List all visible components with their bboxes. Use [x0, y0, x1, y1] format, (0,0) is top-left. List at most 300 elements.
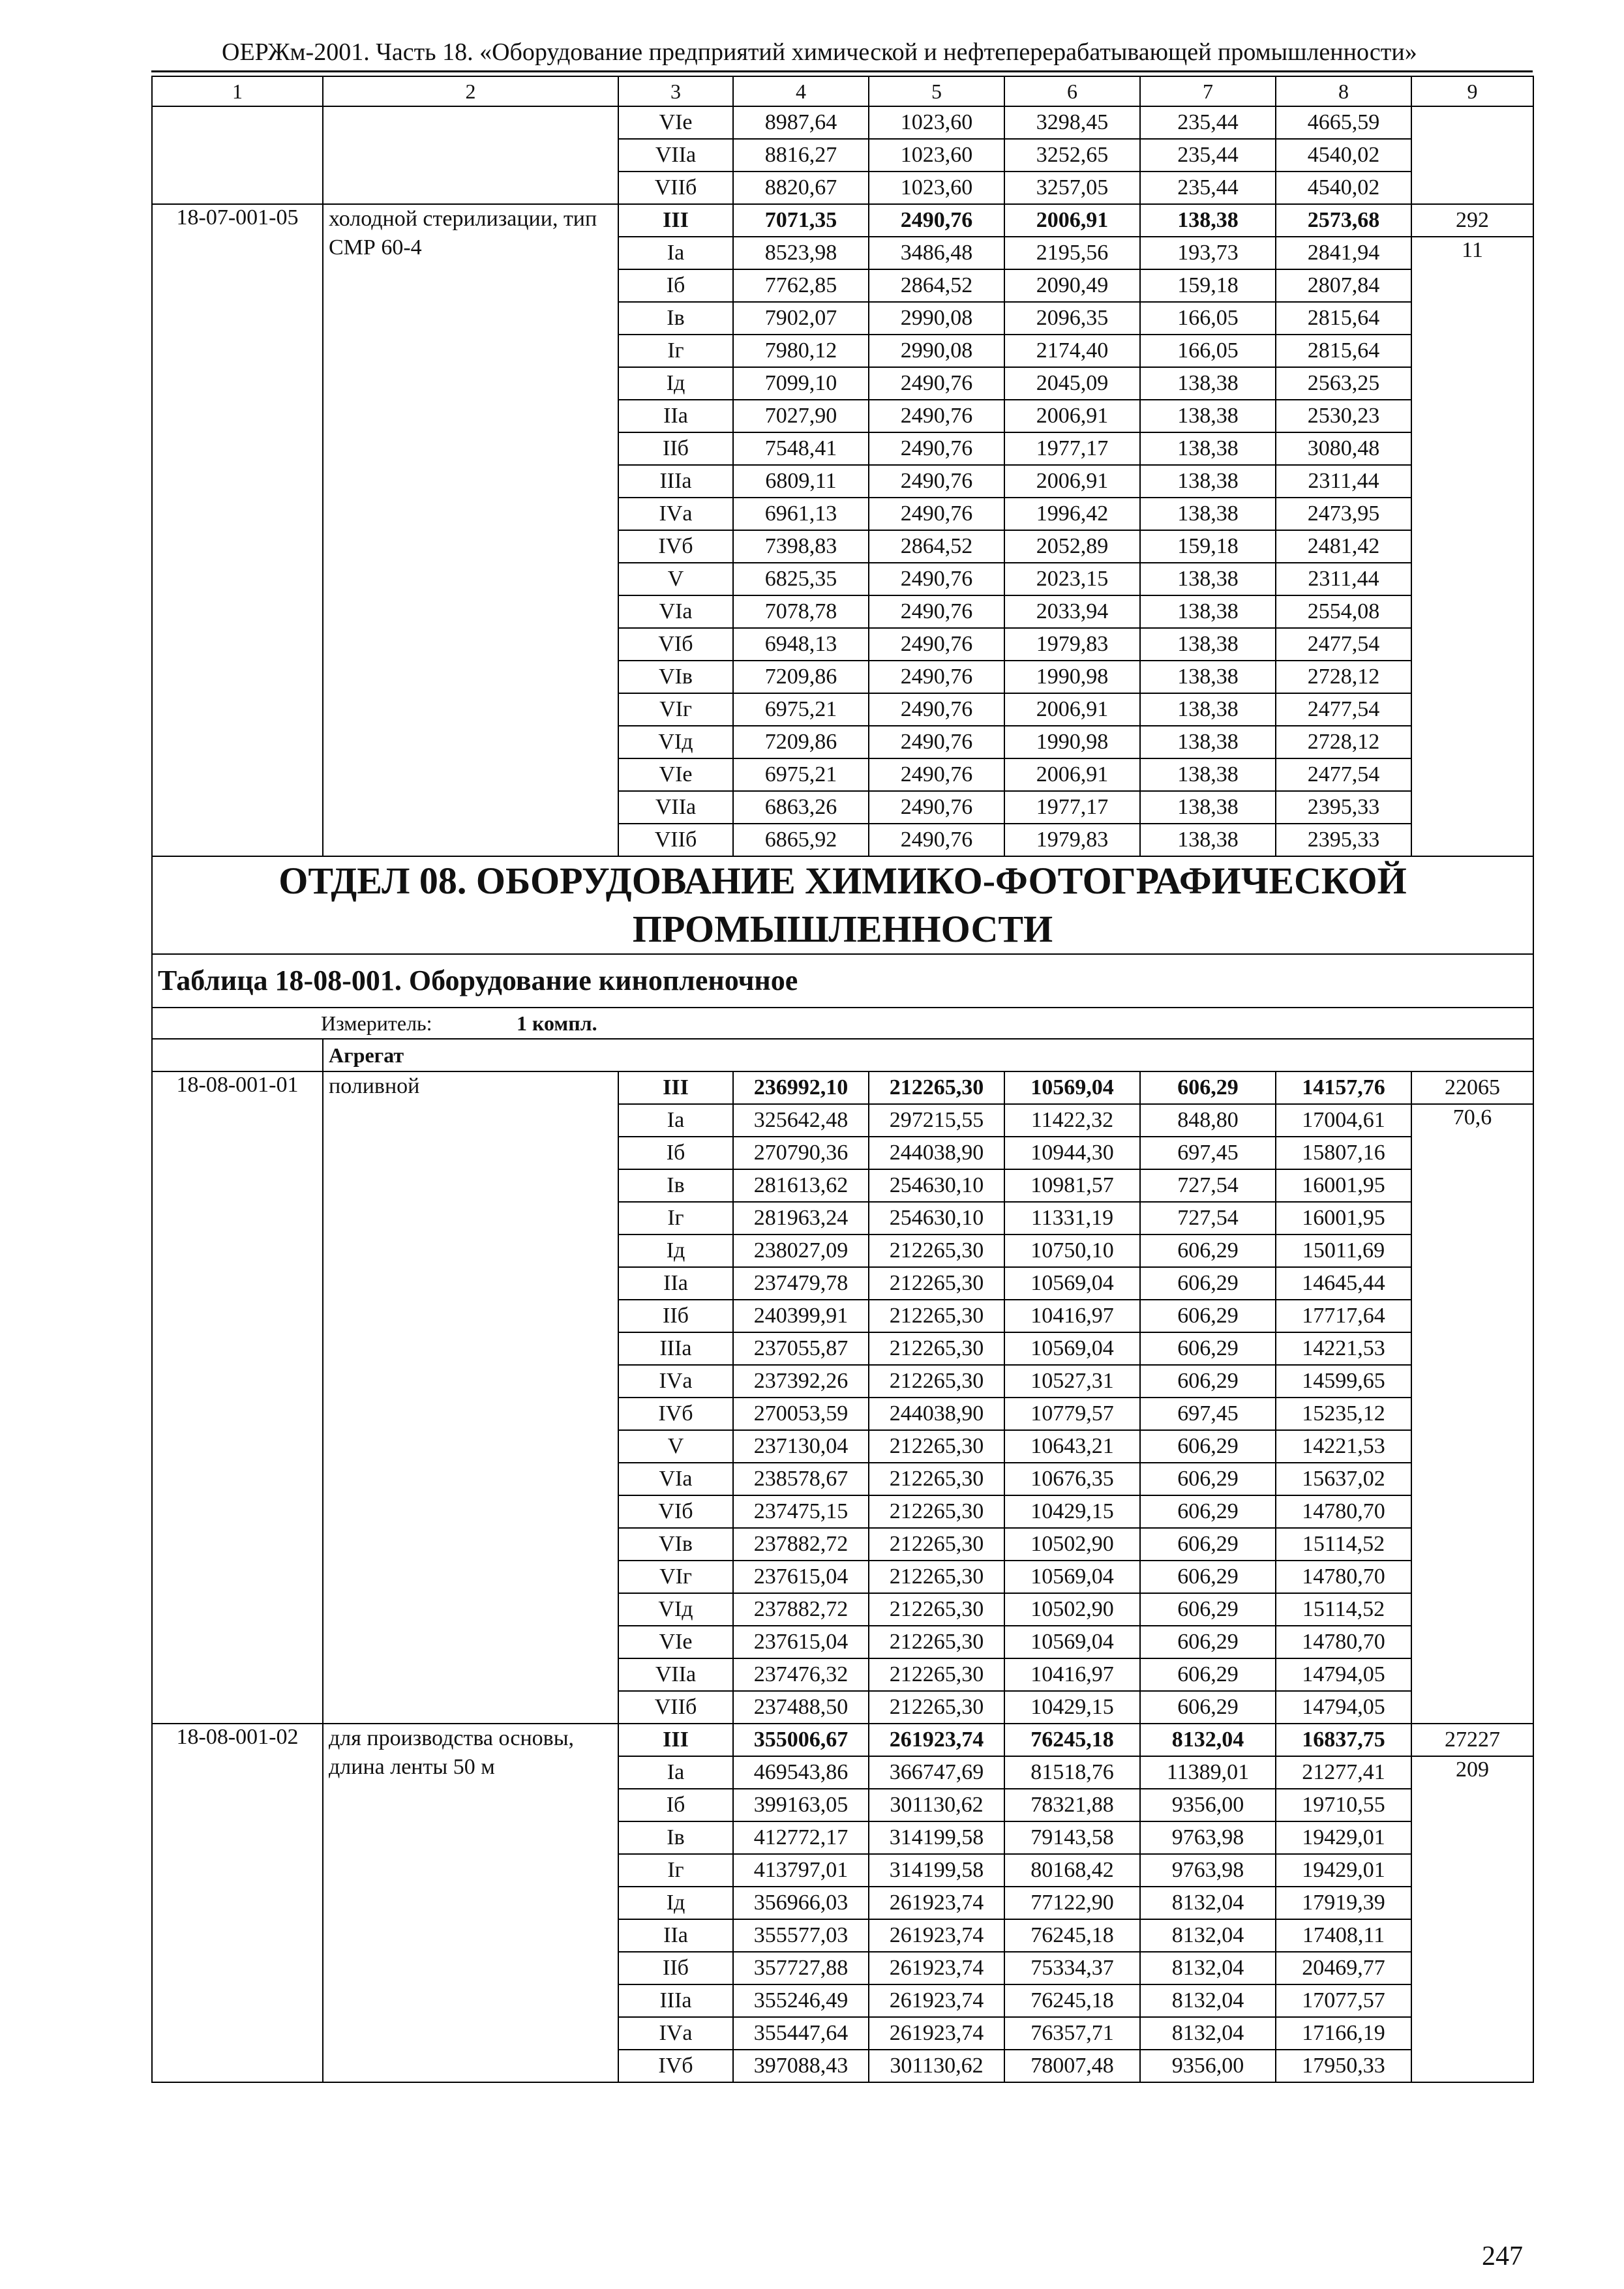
region-cell: IVа [618, 2017, 733, 2050]
value-cell: 2490,76 [869, 498, 1004, 530]
value-cell: 606,29 [1140, 1300, 1276, 1332]
region-cell: VIе [618, 758, 733, 791]
value-cell: 17004,61 [1276, 1104, 1411, 1137]
value-cell: 606,29 [1140, 1430, 1276, 1463]
region-cell: VIа [618, 1463, 733, 1495]
value-cell: 314199,58 [869, 1821, 1004, 1854]
column-number: 6 [1004, 76, 1140, 106]
value-cell: 237479,78 [733, 1267, 869, 1300]
value-cell: 1990,98 [1004, 726, 1140, 758]
value-cell: 3298,45 [1004, 106, 1140, 139]
value-cell: 606,29 [1140, 1234, 1276, 1267]
value-cell: 2490,76 [869, 693, 1004, 726]
value-cell: 21277,41 [1276, 1756, 1411, 1789]
value-cell: 281963,24 [733, 1202, 869, 1234]
column-number: 2 [323, 76, 618, 106]
value-cell: 138,38 [1140, 693, 1276, 726]
value-cell: 606,29 [1140, 1267, 1276, 1300]
value-cell: 469543,86 [733, 1756, 869, 1789]
value-cell: 2395,33 [1276, 791, 1411, 824]
value-cell: 355577,03 [733, 1919, 869, 1952]
table-title: Таблица 18-08-001. Оборудование кинопленочное [152, 954, 1533, 1008]
value-cell: 2490,76 [869, 465, 1004, 498]
region-cell: IIа [618, 400, 733, 432]
value-cell: 2477,54 [1276, 693, 1411, 726]
value-cell: 2311,44 [1276, 465, 1411, 498]
table-title-row [152, 954, 1533, 1008]
value-cell: 8132,04 [1140, 1952, 1276, 1984]
value-cell: 606,29 [1140, 1528, 1276, 1561]
value-cell: 7980,12 [733, 335, 869, 367]
region-cell: IIб [618, 1300, 733, 1332]
value-cell: 138,38 [1140, 595, 1276, 628]
value-cell: 2490,76 [869, 628, 1004, 661]
value-cell: 10779,57 [1004, 1398, 1140, 1430]
region-cell: IIб [618, 1952, 733, 1984]
value-cell: 261923,74 [869, 1724, 1004, 1756]
value-cell: 19429,01 [1276, 1821, 1411, 1854]
value-cell: 412772,17 [733, 1821, 869, 1854]
value-cell: 2490,76 [869, 791, 1004, 824]
value-cell: 606,29 [1140, 1071, 1276, 1104]
value-cell: 193,73 [1140, 237, 1276, 269]
region-cell: Iв [618, 1169, 733, 1202]
value-cell: 15637,02 [1276, 1463, 1411, 1495]
value-cell: 10429,15 [1004, 1495, 1140, 1528]
value-cell: 138,38 [1140, 563, 1276, 595]
region-cell: III [618, 1724, 733, 1756]
column-number: 1 [152, 76, 323, 106]
value-cell: 237882,72 [733, 1528, 869, 1561]
code-cell: 18-07-001-05 [152, 204, 323, 856]
region-cell: IIIа [618, 1984, 733, 2017]
value-cell: 237615,04 [733, 1561, 869, 1593]
region-cell: Iд [618, 1234, 733, 1267]
region-cell: VIIб [618, 172, 733, 204]
value-cell: 3080,48 [1276, 432, 1411, 465]
value-cell: 6865,92 [733, 824, 869, 856]
value-cell: 17408,11 [1276, 1919, 1411, 1952]
value-cell: 17950,33 [1276, 2050, 1411, 2082]
region-cell: Iг [618, 335, 733, 367]
value-cell: 76245,18 [1004, 1724, 1140, 1756]
value-cell: 314199,58 [869, 1854, 1004, 1887]
page-number: 247 [1482, 2241, 1523, 2271]
value-cell: 8132,04 [1140, 1887, 1276, 1919]
value-cell: 606,29 [1140, 1561, 1276, 1593]
value-cell: 397088,43 [733, 2050, 869, 2082]
section-row [152, 856, 1533, 954]
value-cell: 237476,32 [733, 1658, 869, 1691]
value-cell: 2864,52 [869, 530, 1004, 563]
misc-cell [1411, 106, 1533, 204]
value-cell: 7209,86 [733, 726, 869, 758]
value-cell: 10416,97 [1004, 1300, 1140, 1332]
value-cell: 244038,90 [869, 1398, 1004, 1430]
value-cell: 2006,91 [1004, 693, 1140, 726]
value-cell: 7099,10 [733, 367, 869, 400]
value-cell: 1979,83 [1004, 628, 1140, 661]
description-cell [323, 106, 618, 204]
table-row [152, 1071, 1533, 1104]
value-cell: 14780,70 [1276, 1561, 1411, 1593]
value-cell: 138,38 [1140, 726, 1276, 758]
value-cell: 212265,30 [869, 1332, 1004, 1365]
value-cell: 212265,30 [869, 1300, 1004, 1332]
region-cell: Iв [618, 1821, 733, 1854]
value-cell: 11422,32 [1004, 1104, 1140, 1137]
value-cell: 2490,76 [869, 367, 1004, 400]
value-cell: 244038,90 [869, 1137, 1004, 1169]
value-cell: 697,45 [1140, 1137, 1276, 1169]
value-cell: 138,38 [1140, 204, 1276, 237]
value-cell: 2395,33 [1276, 824, 1411, 856]
region-cell: IVа [618, 1365, 733, 1398]
value-cell: 7209,86 [733, 661, 869, 693]
region-cell: IVб [618, 2050, 733, 2082]
value-cell: 6825,35 [733, 563, 869, 595]
value-cell: 237488,50 [733, 1691, 869, 1724]
value-cell: 76245,18 [1004, 1984, 1140, 2017]
value-cell: 2530,23 [1276, 400, 1411, 432]
column-number-row [152, 76, 1533, 106]
region-cell: VIIа [618, 139, 733, 172]
value-cell: 14645,44 [1276, 1267, 1411, 1300]
value-cell: 2311,44 [1276, 563, 1411, 595]
value-cell: 212265,30 [869, 1691, 1004, 1724]
value-cell: 4665,59 [1276, 106, 1411, 139]
value-cell: 166,05 [1140, 302, 1276, 335]
value-cell: 9356,00 [1140, 1789, 1276, 1821]
value-cell: 297215,55 [869, 1104, 1004, 1137]
value-cell: 3486,48 [869, 237, 1004, 269]
value-cell: 2090,49 [1004, 269, 1140, 302]
code-cell [152, 106, 323, 204]
value-cell: 212265,30 [869, 1430, 1004, 1463]
value-cell: 10643,21 [1004, 1430, 1140, 1463]
region-cell: VIг [618, 693, 733, 726]
value-cell: 2815,64 [1276, 302, 1411, 335]
value-cell: 848,80 [1140, 1104, 1276, 1137]
value-cell: 10429,15 [1004, 1691, 1140, 1724]
region-cell: Iа [618, 1756, 733, 1789]
value-cell: 212265,30 [869, 1267, 1004, 1300]
value-cell: 6975,21 [733, 693, 869, 726]
value-cell: 76357,71 [1004, 2017, 1140, 2050]
value-cell: 2006,91 [1004, 204, 1140, 237]
value-cell: 2006,91 [1004, 465, 1140, 498]
value-cell: 237882,72 [733, 1593, 869, 1626]
value-cell: 413797,01 [733, 1854, 869, 1887]
measure-cell [152, 1008, 1533, 1039]
value-cell: 7762,85 [733, 269, 869, 302]
value-cell: 10944,30 [1004, 1137, 1140, 1169]
region-cell: VIа [618, 595, 733, 628]
value-cell: 10981,57 [1004, 1169, 1140, 1202]
region-cell: VIб [618, 1495, 733, 1528]
rates-table [151, 76, 1534, 2083]
value-cell: 355246,49 [733, 1984, 869, 2017]
value-cell: 138,38 [1140, 824, 1276, 856]
region-cell: IIIа [618, 1332, 733, 1365]
value-cell: 17077,57 [1276, 1984, 1411, 2017]
value-cell: 6975,21 [733, 758, 869, 791]
value-cell: 606,29 [1140, 1593, 1276, 1626]
value-cell: 237055,87 [733, 1332, 869, 1365]
value-cell: 15807,16 [1276, 1137, 1411, 1169]
value-cell: 2006,91 [1004, 400, 1140, 432]
value-cell: 8820,67 [733, 172, 869, 204]
region-cell: Iб [618, 1137, 733, 1169]
value-cell: 366747,69 [869, 1756, 1004, 1789]
value-cell: 697,45 [1140, 1398, 1276, 1430]
value-cell: 261923,74 [869, 1984, 1004, 2017]
region-cell: VIг [618, 1561, 733, 1593]
code-cell: 18-08-001-01 [152, 1071, 323, 1724]
value-cell: 14794,05 [1276, 1691, 1411, 1724]
value-cell: 261923,74 [869, 1919, 1004, 1952]
value-cell: 1990,98 [1004, 661, 1140, 693]
value-cell: 8132,04 [1140, 2017, 1276, 2050]
value-cell: 2728,12 [1276, 661, 1411, 693]
value-cell: 2563,25 [1276, 367, 1411, 400]
value-cell: 2045,09 [1004, 367, 1140, 400]
value-cell: 270053,59 [733, 1398, 869, 1430]
value-cell: 606,29 [1140, 1463, 1276, 1495]
misc-cell: 292 [1411, 204, 1533, 237]
section-title: ОТДЕЛ 08. ОБОРУДОВАНИЕ ХИМИКО-ФОТОГРАФИЧЕСКОЙ ПРОМЫШЛЕННОСТИ [152, 856, 1533, 954]
value-cell: 356966,03 [733, 1887, 869, 1919]
code-cell: 18-08-001-02 [152, 1724, 323, 2082]
value-cell: 2490,76 [869, 204, 1004, 237]
value-cell: 238578,67 [733, 1463, 869, 1495]
value-cell: 3257,05 [1004, 172, 1140, 204]
value-cell: 6948,13 [733, 628, 869, 661]
region-cell: VIе [618, 106, 733, 139]
region-cell: Iд [618, 1887, 733, 1919]
value-cell: 14157,76 [1276, 1071, 1411, 1104]
value-cell: 212265,30 [869, 1365, 1004, 1398]
column-number: 7 [1140, 76, 1276, 106]
value-cell: 2477,54 [1276, 628, 1411, 661]
region-cell: VIв [618, 661, 733, 693]
value-cell: 2490,76 [869, 824, 1004, 856]
value-cell: 10676,35 [1004, 1463, 1140, 1495]
value-cell: 727,54 [1140, 1202, 1276, 1234]
value-cell: 2490,76 [869, 563, 1004, 595]
value-cell: 237475,15 [733, 1495, 869, 1528]
value-cell: 15114,52 [1276, 1593, 1411, 1626]
region-cell: VIIа [618, 1658, 733, 1691]
value-cell: 17717,64 [1276, 1300, 1411, 1332]
value-cell: 14221,53 [1276, 1332, 1411, 1365]
value-cell: 254630,10 [869, 1169, 1004, 1202]
value-cell: 606,29 [1140, 1365, 1276, 1398]
region-cell: IVа [618, 498, 733, 530]
value-cell: 399163,05 [733, 1789, 869, 1821]
value-cell: 77122,90 [1004, 1887, 1140, 1919]
value-cell: 1996,42 [1004, 498, 1140, 530]
value-cell: 15235,12 [1276, 1398, 1411, 1430]
region-cell: Iа [618, 1104, 733, 1137]
misc-cell: 27227 [1411, 1724, 1533, 1756]
value-cell: 301130,62 [869, 1789, 1004, 1821]
value-cell: 2174,40 [1004, 335, 1140, 367]
value-cell: 3252,65 [1004, 139, 1140, 172]
value-cell: 237615,04 [733, 1626, 869, 1658]
value-cell: 212265,30 [869, 1528, 1004, 1561]
value-cell: 2815,64 [1276, 335, 1411, 367]
value-cell: 7078,78 [733, 595, 869, 628]
value-cell: 270790,36 [733, 1137, 869, 1169]
region-cell: Iг [618, 1202, 733, 1234]
value-cell: 2481,42 [1276, 530, 1411, 563]
value-cell: 20469,77 [1276, 1952, 1411, 1984]
value-cell: 8987,64 [733, 106, 869, 139]
value-cell: 606,29 [1140, 1332, 1276, 1365]
group-row [152, 1039, 1533, 1071]
column-number: 3 [618, 76, 733, 106]
value-cell: 2990,08 [869, 302, 1004, 335]
value-cell: 2573,68 [1276, 204, 1411, 237]
value-cell: 357727,88 [733, 1952, 869, 1984]
region-cell: III [618, 204, 733, 237]
region-cell: IVб [618, 530, 733, 563]
value-cell: 17919,39 [1276, 1887, 1411, 1919]
value-cell: 212265,30 [869, 1658, 1004, 1691]
region-cell: VIIб [618, 1691, 733, 1724]
value-cell: 10569,04 [1004, 1332, 1140, 1365]
column-number: 8 [1276, 76, 1411, 106]
value-cell: 16837,75 [1276, 1724, 1411, 1756]
region-cell: Iа [618, 237, 733, 269]
description-cell: холодной стерилизации, тип СМР 60-4 [323, 204, 618, 856]
misc-cell: 22065 [1411, 1071, 1533, 1104]
measure-label: Измеритель: [321, 1011, 432, 1035]
value-cell: 19429,01 [1276, 1854, 1411, 1887]
value-cell: 2490,76 [869, 726, 1004, 758]
value-cell: 8523,98 [733, 237, 869, 269]
value-cell: 606,29 [1140, 1691, 1276, 1724]
value-cell: 76245,18 [1004, 1919, 1140, 1952]
value-cell: 355447,64 [733, 2017, 869, 2050]
group-spacer [152, 1039, 323, 1071]
region-cell: Iб [618, 1789, 733, 1821]
value-cell: 1977,17 [1004, 791, 1140, 824]
value-cell: 212265,30 [869, 1071, 1004, 1104]
region-cell: IIIа [618, 465, 733, 498]
value-cell: 254630,10 [869, 1202, 1004, 1234]
value-cell: 2490,76 [869, 758, 1004, 791]
value-cell: 2023,15 [1004, 563, 1140, 595]
measure-row [152, 1008, 1533, 1039]
misc-cell: 11 [1411, 237, 1533, 856]
value-cell: 727,54 [1140, 1169, 1276, 1202]
value-cell: 15114,52 [1276, 1528, 1411, 1561]
value-cell: 212265,30 [869, 1626, 1004, 1658]
column-number: 4 [733, 76, 869, 106]
value-cell: 2554,08 [1276, 595, 1411, 628]
value-cell: 212265,30 [869, 1463, 1004, 1495]
region-cell: VIIа [618, 791, 733, 824]
value-cell: 138,38 [1140, 791, 1276, 824]
value-cell: 10750,10 [1004, 1234, 1140, 1267]
value-cell: 75334,37 [1004, 1952, 1140, 1984]
value-cell: 8816,27 [733, 139, 869, 172]
value-cell: 235,44 [1140, 172, 1276, 204]
region-cell: IIа [618, 1919, 733, 1952]
header-rule [151, 70, 1533, 72]
region-cell: VIд [618, 726, 733, 758]
value-cell: 4540,02 [1276, 139, 1411, 172]
value-cell: 10569,04 [1004, 1561, 1140, 1593]
value-cell: 6961,13 [733, 498, 869, 530]
description-cell: для производства основы, длина ленты 50 м [323, 1724, 618, 2082]
region-cell: VIIб [618, 824, 733, 856]
value-cell: 235,44 [1140, 139, 1276, 172]
value-cell: 7398,83 [733, 530, 869, 563]
value-cell: 8132,04 [1140, 1984, 1276, 2017]
value-cell: 2096,35 [1004, 302, 1140, 335]
region-cell: V [618, 1430, 733, 1463]
value-cell: 138,38 [1140, 498, 1276, 530]
value-cell: 1023,60 [869, 106, 1004, 139]
value-cell: 301130,62 [869, 2050, 1004, 2082]
region-cell: Iд [618, 367, 733, 400]
value-cell: 1979,83 [1004, 824, 1140, 856]
region-cell: Iб [618, 269, 733, 302]
value-cell: 16001,95 [1276, 1202, 1411, 1234]
value-cell: 10416,97 [1004, 1658, 1140, 1691]
value-cell: 10502,90 [1004, 1593, 1140, 1626]
value-cell: 7548,41 [733, 432, 869, 465]
value-cell: 159,18 [1140, 269, 1276, 302]
column-number: 9 [1411, 76, 1533, 106]
value-cell: 15011,69 [1276, 1234, 1411, 1267]
value-cell: 355006,67 [733, 1724, 869, 1756]
value-cell: 281613,62 [733, 1169, 869, 1202]
page-header: ОЕРЖм-2001. Часть 18. «Оборудование предприятий химической и нефтеперерабатывающей промышленности» [222, 38, 1417, 66]
value-cell: 138,38 [1140, 367, 1276, 400]
value-cell: 325642,48 [733, 1104, 869, 1137]
value-cell: 236992,10 [733, 1071, 869, 1104]
value-cell: 9763,98 [1140, 1854, 1276, 1887]
value-cell: 2195,56 [1004, 237, 1140, 269]
value-cell: 2990,08 [869, 335, 1004, 367]
value-cell: 212265,30 [869, 1561, 1004, 1593]
value-cell: 11389,01 [1140, 1756, 1276, 1789]
value-cell: 8132,04 [1140, 1724, 1276, 1756]
value-cell: 14780,70 [1276, 1626, 1411, 1658]
value-cell: 138,38 [1140, 758, 1276, 791]
value-cell: 7902,07 [733, 302, 869, 335]
value-cell: 78007,48 [1004, 2050, 1140, 2082]
value-cell: 2490,76 [869, 595, 1004, 628]
value-cell: 14794,05 [1276, 1658, 1411, 1691]
measure-value: 1 компл. [517, 1011, 597, 1035]
value-cell: 2728,12 [1276, 726, 1411, 758]
value-cell: 237130,04 [733, 1430, 869, 1463]
region-cell: Iв [618, 302, 733, 335]
region-cell: V [618, 563, 733, 595]
group-label: Агрегат [323, 1039, 1533, 1071]
value-cell: 238027,09 [733, 1234, 869, 1267]
value-cell: 2006,91 [1004, 758, 1140, 791]
value-cell: 11331,19 [1004, 1202, 1140, 1234]
region-cell: IIб [618, 432, 733, 465]
value-cell: 1023,60 [869, 139, 1004, 172]
region-cell: IIа [618, 1267, 733, 1300]
